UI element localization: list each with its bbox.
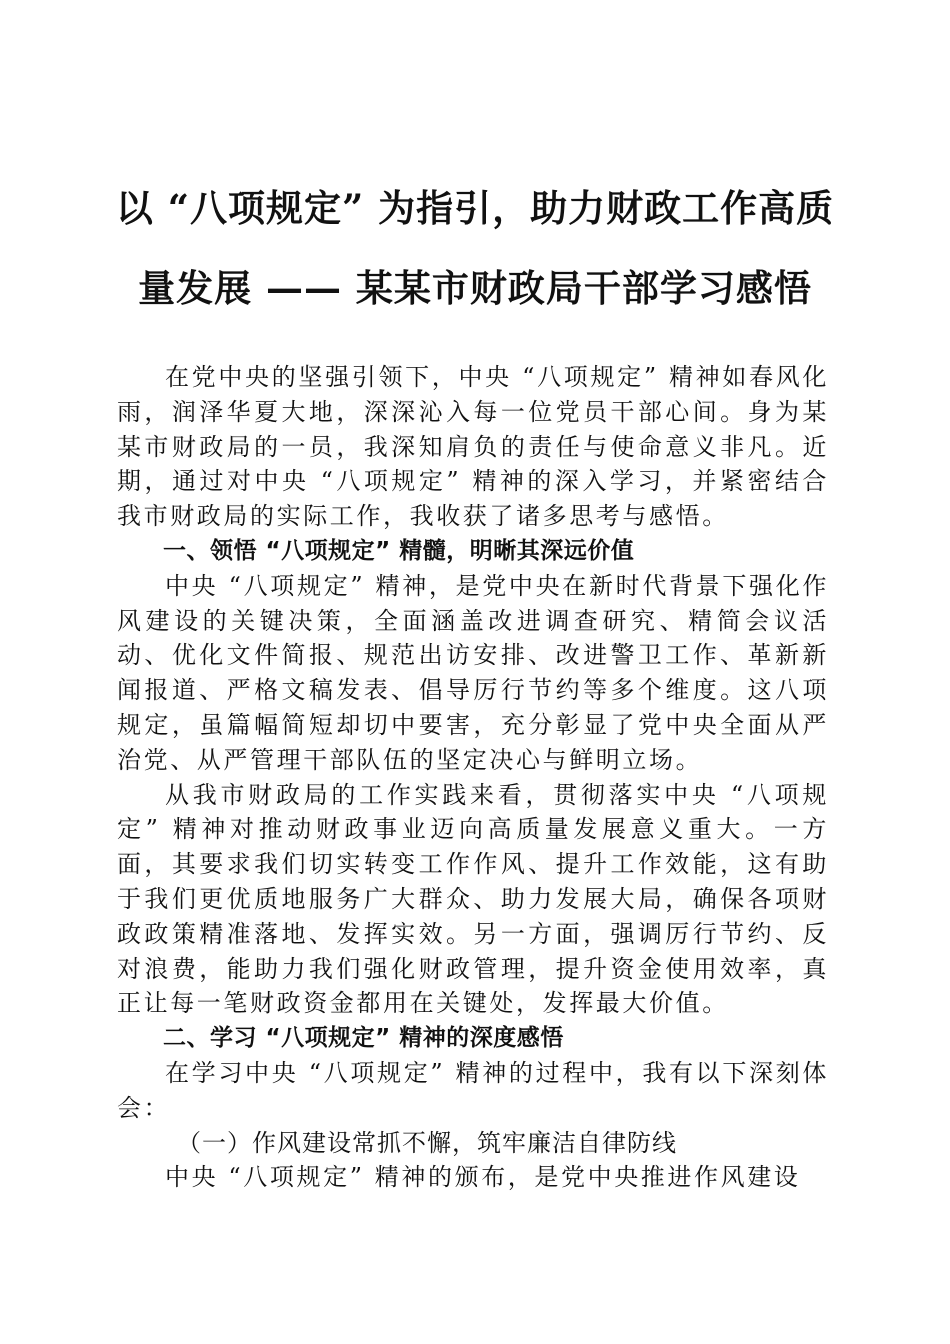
section-heading-2: 二、学习 “八项规定” 精神的深度感悟 [163, 1025, 564, 1052]
paragraph-section1-a: 中央 “八项规定” 精神，是党中央在新时代背景下强化作风建设的关键决策，全面涵盖改进调查研究、精简会议活动、优化文件简报、规范出访安排、改进警卫工作、革新新闻报道、严格文稿发表、倡导厉行节约等多个维度。这八项规定，虽篇幅简短却切中要害，充分彰显了党中央全面从严治党、从严管理干部队伍的坚定决心与鲜明立场。 [117, 571, 829, 774]
paragraph-section1-b: 从我市财政局的工作实践来看，贯彻落实中央 “八项规定” 精神对推动财政事业迈向高质量发展意义重大。一方面，其要求我们切实转变工作作风、提升工作效能，这有助于我们更优质地服务广大群众、助力发展大局，确保各项财政政策精准落地、发挥实效。另一方面，强调厉行节约、反对浪费，能助力我们强化财政管理，提升资金使用效率，真正让每一笔财政资金都用在关键处，发挥最大价值。 [117, 780, 829, 1018]
paragraph-intro: 在党中央的坚强引领下，中央 “八项规定” 精神如春风化雨，润泽华夏大地，深深沁入每一位党员干部心间。身为某某市财政局的一员，我深知肩负的责任与使命意义非凡。近期，通过对中央 “八项规定” 精神的深入学习，并紧密结合我市财政局的实际工作，我收获了诸多思考与感悟。 [117, 363, 829, 531]
section-heading-1: 一、领悟 “八项规定” 精髓，明晰其深远价值 [163, 537, 635, 564]
paragraph-section2-intro: 在学习中央 “八项规定” 精神的过程中，我有以下深刻体会： [117, 1058, 829, 1122]
subsection-heading-1: （一）作风建设常抓不懈，筑牢廉洁自律防线 [177, 1128, 677, 1157]
document-title: 以 “八项规定” 为指引，助力财政工作高质量发展 —— 某某市财政局干部学习感悟 [115, 186, 835, 310]
document-body [117, 360, 829, 1195]
paragraph-subsection1: 中央 “八项规定” 精神的颁布，是党中央推进作风建设 [165, 1163, 801, 1192]
